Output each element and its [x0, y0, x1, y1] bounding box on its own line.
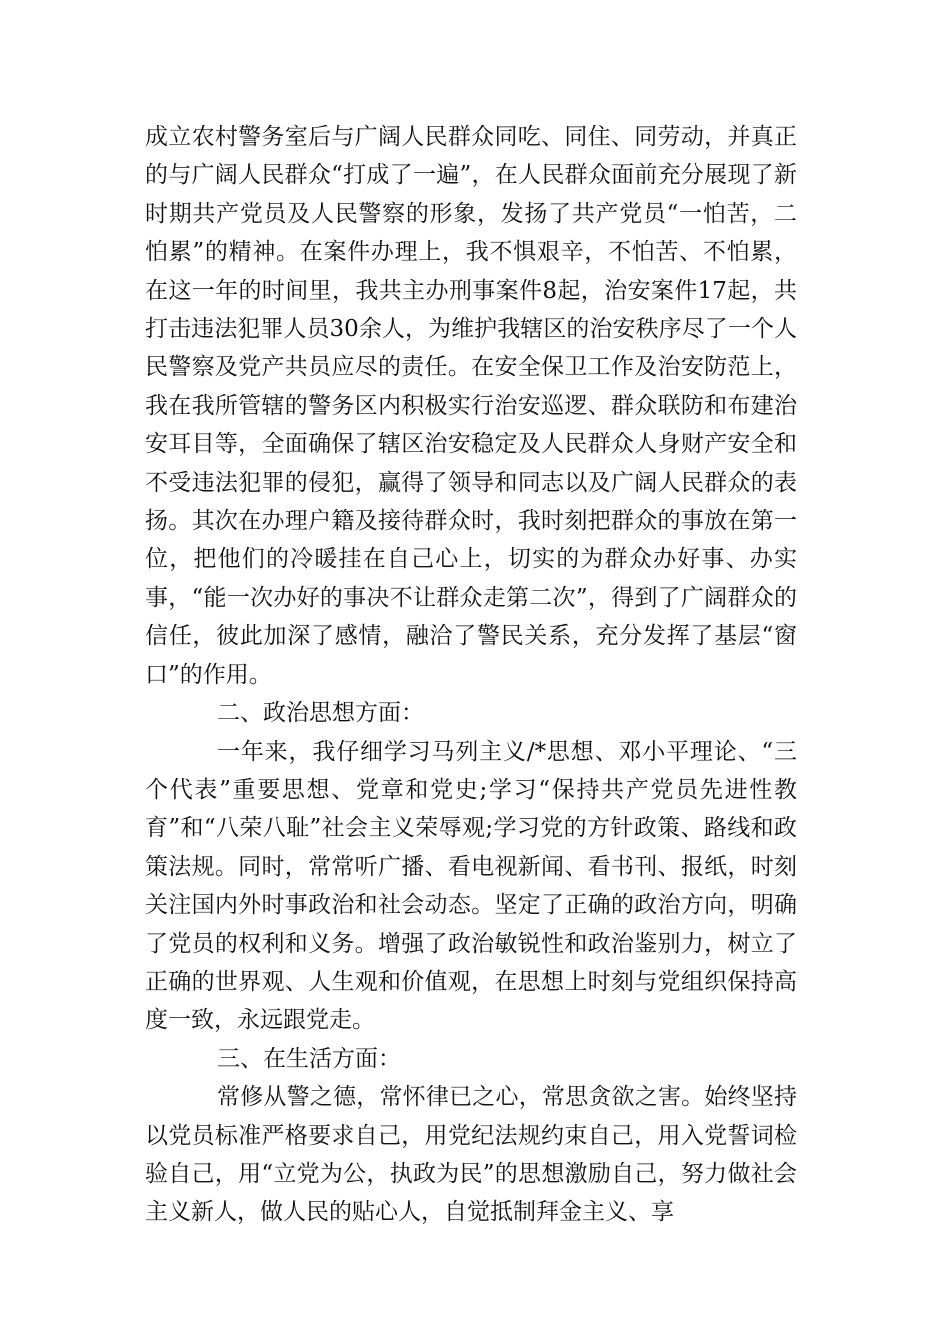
- paragraph-work-continued: 成立农村警务室后与广阔人民群众同吃、同住、同劳动，并真正的与广阔人民群众“打成了一遍”，在人民群众面前充分展现了新时期共产党员及人民警察的形象，发扬了共产党员“一怕苦，二怕累”的精神。在案件办理上，我不惧艰辛，不怕苦、不怕累，在这一年的时间里，我共主办刑事案件8起，治安案件17起，共打击违法犯罪人员30余人，为维护我辖区的治安秩序尽了一个人民警察及党产共员应尽的责任。在安全保卫工作及治安防范上，我在我所管辖的警务区内积极实行治安巡逻、群众联防和布建治安耳目等，全面确保了辖区治安稳定及人民群众人身财产安全和不受违法犯罪的侵犯，赢得了领导和同志以及广阔人民群众的表扬。其次在办理户籍及接待群众时，我时刻把群众的事放在第一位，把他们的冷暖挂在自己心上，切实的为群众办好事、办实事，“能一次办好的事决不让群众走第二次”，得到了广阔群众的信任，彼此加深了感情，融洽了警民关系，充分发挥了基层“窗口”的作用。: [145, 124, 797, 688]
- document-page: [145, 118, 797, 1232]
- paragraph-life: 常修从警之德，常怀律已之心，常思贪欲之害。始终坚持以党员标准严格要求自己，用党纪法规约束自己，用入党誓词检验自己，用“立党为公，执政为民”的思想激励自己，努力做社会主义新人，做人民的贴心人，自觉抵制拜金主义、享: [145, 1084, 797, 1226]
- paragraph-politics: 一年来，我仔细学习马列主义/*思想、邓小平理论、“三个代表”重要思想、党章和党史;学习“保持共产党员先进性教育”和“八荣八耻”社会主义荣辱观;学习党的方针政策、路线和政策法规。同时，常常听广播、看电视新闻、看书刊、报纸，时刻关注国内外时事政治和社会动态。坚定了正确的政治方向，明确了党员的权利和义务。增强了政治敏锐性和政治鉴别力，树立了正确的世界观、人生观和价值观，在思想上时刻与党组织保持高度一致，永远跟党走。: [145, 738, 797, 1034]
- heading-life: 三、在生活方面：: [217, 1045, 401, 1072]
- heading-politics: 二、政治思想方面：: [217, 700, 424, 727]
